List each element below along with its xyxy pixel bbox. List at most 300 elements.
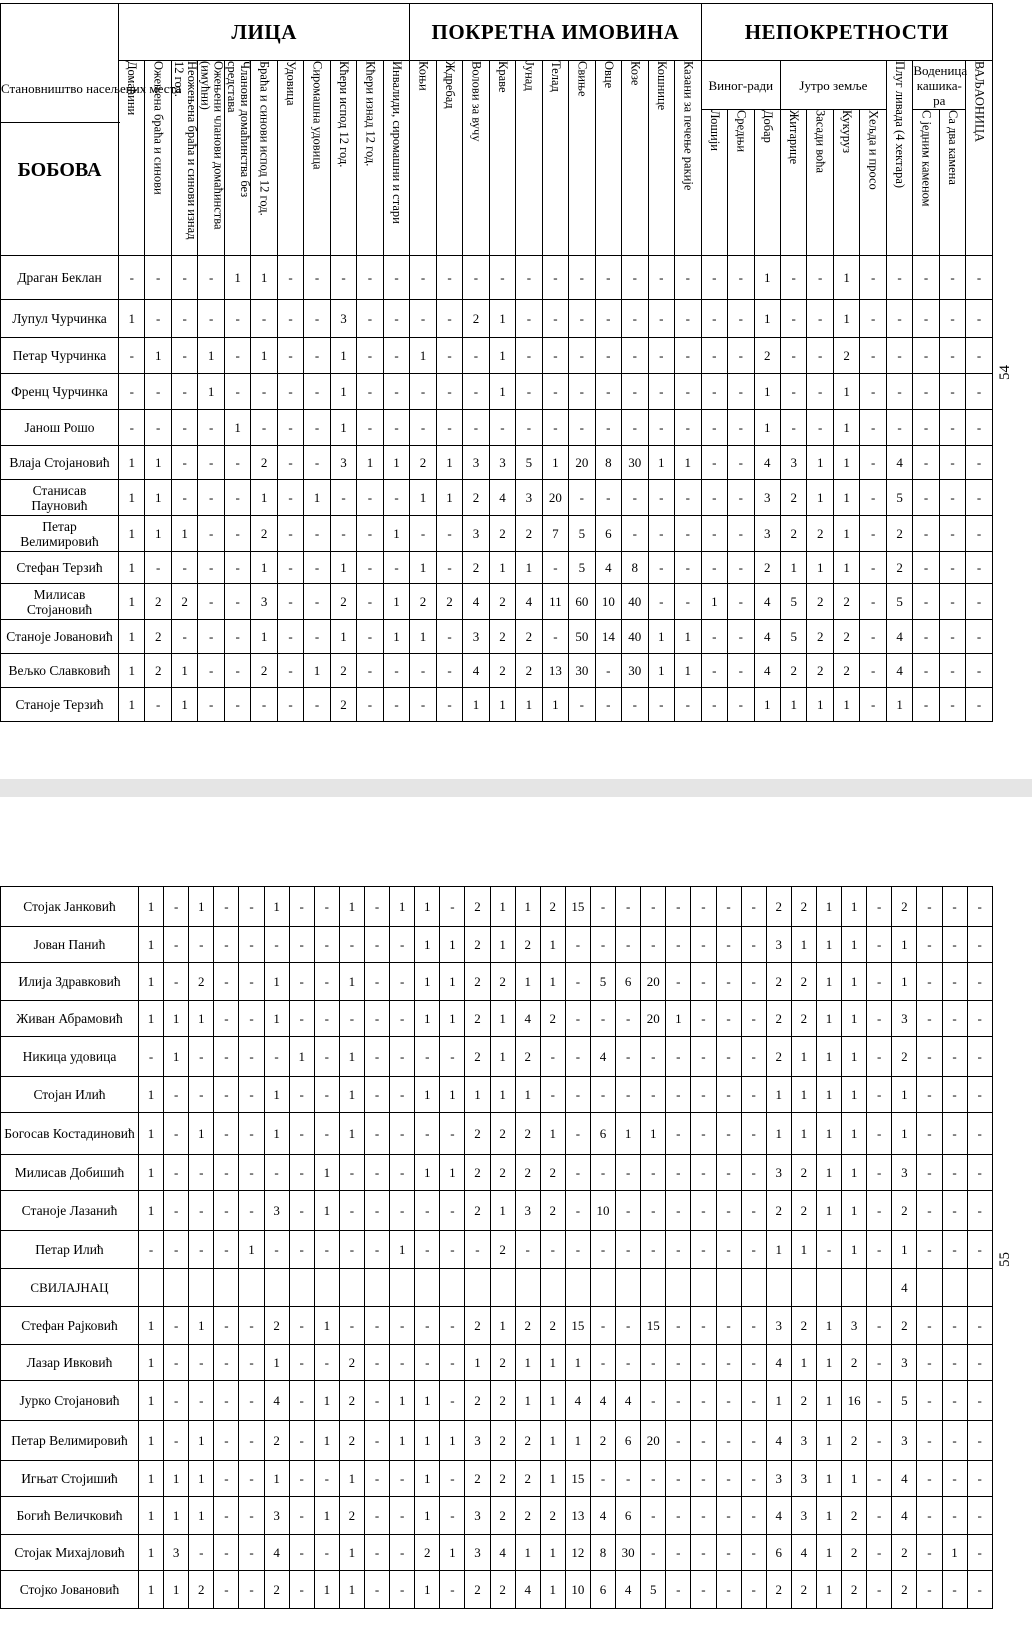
table-cell: -	[436, 410, 462, 446]
table-cell: -	[939, 584, 965, 620]
table-cell: 1	[892, 1231, 917, 1269]
table-cell: -	[214, 1155, 239, 1191]
table-cell: -	[780, 300, 806, 338]
table-cell: -	[565, 1191, 590, 1231]
table-cell: 1	[251, 620, 277, 654]
table-cell: -	[277, 654, 303, 688]
table-cell: 2	[463, 300, 489, 338]
header-divider	[0, 122, 120, 123]
table-cell: -	[436, 552, 462, 584]
table-cell: 2	[791, 1307, 816, 1345]
table-cell: 3	[754, 480, 780, 516]
table-cell: -	[716, 1345, 741, 1381]
table-cell: -	[239, 1191, 264, 1231]
table-cell: -	[648, 584, 674, 620]
table-cell: 1	[119, 688, 145, 722]
table-cell: -	[780, 338, 806, 374]
table-cell: -	[339, 1155, 364, 1191]
table-cell: 1	[139, 1381, 164, 1421]
table-cell: -	[565, 1001, 590, 1037]
table-cell: -	[741, 1001, 766, 1037]
table-cell: -	[716, 1535, 741, 1571]
table-cell: 2	[490, 963, 515, 1001]
table-cell: -	[415, 1307, 440, 1345]
table-cell: -	[860, 688, 886, 722]
table-cell: -	[939, 654, 965, 688]
table-cell: -	[214, 1077, 239, 1113]
table-cell: 1	[833, 480, 859, 516]
table-cell	[515, 1269, 540, 1307]
table-cell: -	[251, 410, 277, 446]
table-cell: -	[314, 1037, 339, 1077]
table-cell: 10	[565, 1571, 590, 1609]
table-cell: -	[622, 480, 648, 516]
household-name: Станисав Пауновић	[1, 480, 119, 516]
table-cell: 3	[463, 620, 489, 654]
table-cell: 1	[807, 480, 833, 516]
table-cell: -	[728, 688, 754, 722]
page-54	[0, 0, 1032, 735]
table-cell: -	[364, 927, 389, 963]
table-cell: -	[440, 1231, 465, 1269]
table-cell: 2	[490, 1381, 515, 1421]
table-cell: 2	[892, 1571, 917, 1609]
table-cell: -	[816, 1231, 841, 1269]
table-cell: 2	[463, 480, 489, 516]
table-cell: 2	[540, 1307, 565, 1345]
table-cell: -	[463, 374, 489, 410]
table-cell: -	[867, 1307, 892, 1345]
table-cell: -	[364, 1307, 389, 1345]
table-cell: -	[860, 256, 886, 300]
col-header-movable-1: Ждребад	[436, 61, 462, 256]
table-cell: 1	[410, 552, 436, 584]
table-cell	[264, 1269, 289, 1307]
table-cell: -	[383, 338, 410, 374]
table-cell: -	[780, 410, 806, 446]
table-cell: 2	[791, 1155, 816, 1191]
col-header-movable-5: Телад	[542, 61, 568, 256]
household-name: Петар Велимировић	[1, 516, 119, 552]
table-cell: -	[364, 1497, 389, 1535]
table-cell: -	[939, 480, 965, 516]
table-cell: -	[314, 927, 339, 963]
group-immovable: НЕПОКРЕТНОСТИ	[701, 4, 992, 61]
table-cell: 1	[198, 338, 224, 374]
table-cell: 1	[540, 1345, 565, 1381]
col-header-persons-3: Ожењени чланови домаћинства (имућни)	[198, 61, 224, 256]
table-cell: -	[314, 1345, 339, 1381]
table-cell: 3	[330, 446, 356, 480]
table-cell: 3	[516, 480, 542, 516]
table-row	[1, 688, 993, 722]
col-header-persons-6: Удовица	[277, 61, 303, 256]
table-cell: 1	[339, 963, 364, 1001]
table-cell: -	[357, 654, 383, 688]
page-separator	[0, 779, 1032, 797]
table-cell: -	[239, 1497, 264, 1535]
table-cell: 3	[766, 927, 791, 963]
table-cell: 2	[465, 1155, 490, 1191]
table-cell: -	[716, 1231, 741, 1269]
table-cell: -	[542, 256, 568, 300]
table-cell: -	[364, 1191, 389, 1231]
table-cell: 1	[171, 516, 197, 552]
table-cell: -	[716, 1001, 741, 1037]
table-cell: 1	[145, 446, 171, 480]
table-cell: 4	[754, 446, 780, 480]
table-row	[1, 1191, 993, 1231]
table-cell: -	[415, 1345, 440, 1381]
table-cell	[666, 1269, 691, 1307]
table-cell: -	[198, 620, 224, 654]
table-row	[1, 887, 993, 927]
table-cell: -	[807, 256, 833, 300]
table-cell: -	[666, 1231, 691, 1269]
table-cell: 2	[415, 1535, 440, 1571]
table-cell: 2	[251, 516, 277, 552]
table-cell: 2	[807, 620, 833, 654]
table-cell: -	[913, 584, 939, 620]
table-cell: 4	[515, 1001, 540, 1037]
table-cell: -	[648, 300, 674, 338]
table-cell: 2	[516, 516, 542, 552]
table-cell: -	[189, 1037, 214, 1077]
table-cell: 1	[224, 256, 250, 300]
table-cell: 1	[164, 1497, 189, 1535]
table-cell: 1	[816, 963, 841, 1001]
table-cell: 1	[139, 1307, 164, 1345]
col-header-persons-10: Инвалиди, сиромашни и стари	[383, 61, 410, 256]
table-cell: -	[171, 410, 197, 446]
table-cell: 1	[314, 1155, 339, 1191]
table-cell: -	[701, 688, 727, 722]
page-number: 54	[997, 365, 1013, 380]
table-cell: 4	[892, 1461, 917, 1497]
table-cell: 1	[314, 1571, 339, 1609]
settlement-label: Становништво насељених места	[1, 81, 182, 96]
table-cell: 2	[410, 584, 436, 620]
table-cell: -	[364, 1037, 389, 1077]
table-cell: -	[383, 688, 410, 722]
table-cell: -	[410, 654, 436, 688]
table-cell: 3	[766, 1307, 791, 1345]
table-cell: -	[440, 1307, 465, 1345]
table-cell: -	[867, 1191, 892, 1231]
table-cell: -	[913, 446, 939, 480]
table-cell: 3	[791, 1421, 816, 1461]
table-cell: -	[224, 688, 250, 722]
table-row	[1, 1571, 993, 1609]
table-cell: -	[807, 338, 833, 374]
table-cell: -	[616, 1191, 641, 1231]
table-cell: 2	[540, 1155, 565, 1191]
table-cell: -	[489, 256, 515, 300]
table-cell: -	[357, 338, 383, 374]
table-cell: 1	[754, 300, 780, 338]
table-cell: -	[917, 1345, 942, 1381]
table-cell: -	[390, 1077, 415, 1113]
table-cell: 4	[515, 1571, 540, 1609]
table-cell: -	[939, 552, 965, 584]
table-cell: 3	[791, 1461, 816, 1497]
table-cell: -	[145, 256, 171, 300]
table-cell: -	[569, 410, 595, 446]
table-cell: -	[917, 1421, 942, 1461]
table-cell: 4	[892, 1269, 917, 1307]
table-cell: -	[741, 887, 766, 927]
table-cell: 1	[540, 963, 565, 1001]
table-cell: 1	[540, 1113, 565, 1155]
table-cell: -	[966, 480, 993, 516]
table-cell: -	[967, 1497, 992, 1535]
table-cell: -	[641, 1037, 666, 1077]
table-cell: -	[641, 1497, 666, 1535]
table-cell: 1	[339, 1077, 364, 1113]
table-cell: -	[728, 654, 754, 688]
table-cell: 1	[833, 374, 859, 410]
table-cell: -	[516, 410, 542, 446]
table-cell: 1	[415, 1421, 440, 1461]
table-cell: -	[364, 887, 389, 927]
table-cell: 2	[465, 963, 490, 1001]
page-number: 55	[997, 1252, 1013, 1267]
table-cell: 1	[791, 1037, 816, 1077]
table-cell: 11	[542, 584, 568, 620]
table-cell: 2	[515, 1113, 540, 1155]
table-cell: -	[542, 552, 568, 584]
table-cell: -	[648, 552, 674, 584]
table-cell: 1	[390, 1421, 415, 1461]
table-cell: 1	[515, 1381, 540, 1421]
table-cell: -	[590, 1461, 615, 1497]
table-cell: -	[239, 1113, 264, 1155]
table-cell: -	[967, 1307, 992, 1345]
table-cell: 1	[251, 552, 277, 584]
table-cell: 4	[791, 1535, 816, 1571]
table-cell	[189, 1269, 214, 1307]
table-cell: -	[728, 620, 754, 654]
table-cell: -	[565, 963, 590, 1001]
table-cell: -	[622, 410, 648, 446]
table-cell: 1	[766, 1113, 791, 1155]
table-cell: 1	[139, 1571, 164, 1609]
table-cell: 1	[674, 446, 701, 480]
table-cell: -	[917, 963, 942, 1001]
table-cell: -	[357, 620, 383, 654]
table-cell: -	[289, 1113, 314, 1155]
table-cell: -	[171, 300, 197, 338]
table-cell: 2	[780, 516, 806, 552]
table-cell: -	[807, 300, 833, 338]
table-cell: 1	[415, 1461, 440, 1497]
table-cell: -	[224, 620, 250, 654]
table-cell: -	[666, 1155, 691, 1191]
table-cell: -	[741, 1077, 766, 1113]
table-row	[1, 552, 993, 584]
table-cell: -	[966, 256, 993, 300]
table-cell: 1	[440, 927, 465, 963]
table-cell: 1	[383, 584, 410, 620]
table-cell: 4	[616, 1381, 641, 1421]
table-cell: 1	[189, 1461, 214, 1497]
table-cell: 2	[766, 887, 791, 927]
table-cell: 1	[330, 410, 356, 446]
table-cell: -	[383, 374, 410, 410]
table-cell: 1	[440, 1421, 465, 1461]
table-cell: -	[277, 688, 303, 722]
table-row	[1, 584, 993, 620]
table-cell: 3	[892, 1001, 917, 1037]
table-cell: -	[364, 1155, 389, 1191]
table-cell: -	[415, 1037, 440, 1077]
table-cell: -	[198, 688, 224, 722]
table-cell: -	[917, 1231, 942, 1269]
table-cell: 2	[339, 1421, 364, 1461]
table-cell: -	[967, 963, 992, 1001]
table-cell	[364, 1269, 389, 1307]
table-cell: -	[224, 552, 250, 584]
table-cell: 1	[766, 1077, 791, 1113]
table-cell: 2	[145, 620, 171, 654]
table-cell: -	[942, 1113, 967, 1155]
table-cell: -	[917, 887, 942, 927]
table-cell: -	[214, 1535, 239, 1571]
table-cell: -	[966, 516, 993, 552]
table-cell: -	[867, 1113, 892, 1155]
table-cell: -	[239, 1381, 264, 1421]
table-cell: -	[189, 1535, 214, 1571]
table-cell: -	[390, 1307, 415, 1345]
table-cell: -	[304, 256, 330, 300]
table-cell: -	[966, 338, 993, 374]
table-row	[1, 963, 993, 1001]
table-cell: -	[198, 480, 224, 516]
table-cell: 1	[330, 620, 356, 654]
table-cell: -	[741, 1191, 766, 1231]
col-header-persons-8: Кћери испод 12 год.	[330, 61, 356, 256]
table-cell: 4	[264, 1381, 289, 1421]
col-header-vine-2: Добар	[754, 110, 780, 256]
table-cell: 1	[383, 516, 410, 552]
table-cell: -	[390, 963, 415, 1001]
table-cell: 1	[119, 552, 145, 584]
table-cell: -	[440, 887, 465, 927]
table-cell: 4	[754, 620, 780, 654]
table-cell: -	[189, 1381, 214, 1421]
table-cell: 4	[766, 1497, 791, 1535]
table-cell: -	[716, 927, 741, 963]
table-cell: -	[164, 927, 189, 963]
table-cell: -	[691, 1001, 716, 1037]
table-cell: -	[867, 1497, 892, 1535]
table-cell: -	[666, 1037, 691, 1077]
table-cell	[239, 1269, 264, 1307]
table-cell: -	[289, 1571, 314, 1609]
table-cell: -	[314, 1461, 339, 1497]
table-cell: -	[383, 410, 410, 446]
table-cell: 6	[766, 1535, 791, 1571]
table-cell: -	[304, 688, 330, 722]
table-cell: 1	[489, 688, 515, 722]
table-cell: -	[913, 374, 939, 410]
col-header-movable-3: Краве	[489, 61, 515, 256]
table-cell: -	[304, 552, 330, 584]
table-cell: -	[716, 1421, 741, 1461]
table-cell: 1	[816, 1077, 841, 1113]
table-cell: 1	[189, 1113, 214, 1155]
table-cell: -	[542, 338, 568, 374]
household-name: Лазар Ивковић	[1, 1345, 139, 1381]
table-cell: -	[569, 338, 595, 374]
table-cell: -	[410, 410, 436, 446]
table-cell: 20	[641, 963, 666, 1001]
table-cell: 2	[892, 1191, 917, 1231]
table-cell: -	[716, 1571, 741, 1609]
table-cell: 4	[886, 654, 912, 688]
household-name: Стојан Илић	[1, 1077, 139, 1113]
table-cell: -	[364, 1421, 389, 1461]
table-cell: -	[860, 620, 886, 654]
table-cell: -	[590, 1307, 615, 1345]
table-cell: -	[701, 338, 727, 374]
table-cell: -	[565, 1155, 590, 1191]
table-cell: -	[716, 1461, 741, 1497]
table-cell: -	[967, 1077, 992, 1113]
table-cell: 2	[833, 620, 859, 654]
table-cell: 1	[780, 552, 806, 584]
table-cell: 2	[339, 1345, 364, 1381]
table-cell: -	[622, 516, 648, 552]
table-cell: 2	[892, 1307, 917, 1345]
table-cell: 3	[780, 446, 806, 480]
table-cell: -	[674, 410, 701, 446]
table-cell: -	[917, 1535, 942, 1571]
table-cell: -	[939, 516, 965, 552]
table-cell: 1	[224, 410, 250, 446]
table-cell: -	[164, 1077, 189, 1113]
household-name: Стефан Рајковић	[1, 1307, 139, 1345]
table-cell: 2	[264, 1307, 289, 1345]
table-cell	[289, 1269, 314, 1307]
table-cell: -	[145, 410, 171, 446]
table-cell: 1	[892, 1077, 917, 1113]
table-cell: -	[364, 1381, 389, 1421]
household-name: Милисав Добишић	[1, 1155, 139, 1191]
table-cell: -	[728, 516, 754, 552]
table-cell: 1	[171, 688, 197, 722]
table-cell: -	[942, 1461, 967, 1497]
table-cell: -	[390, 1345, 415, 1381]
table-cell: -	[942, 927, 967, 963]
table-cell: 2	[145, 654, 171, 688]
table-cell: 1	[807, 688, 833, 722]
table-cell: -	[289, 927, 314, 963]
table-cell: -	[967, 1155, 992, 1191]
col-header-acre-1: Засади воћа	[807, 110, 833, 256]
table-cell: -	[189, 1345, 214, 1381]
table-cell	[616, 1269, 641, 1307]
table-cell: -	[145, 374, 171, 410]
table-cell: -	[622, 688, 648, 722]
table-cell: -	[542, 300, 568, 338]
table-cell: 1	[766, 1231, 791, 1269]
table-cell: 2	[490, 1345, 515, 1381]
table-cell: -	[214, 1497, 239, 1535]
table-cell: 1	[339, 1535, 364, 1571]
table-cell: 2	[590, 1421, 615, 1461]
table-cell: -	[701, 654, 727, 688]
